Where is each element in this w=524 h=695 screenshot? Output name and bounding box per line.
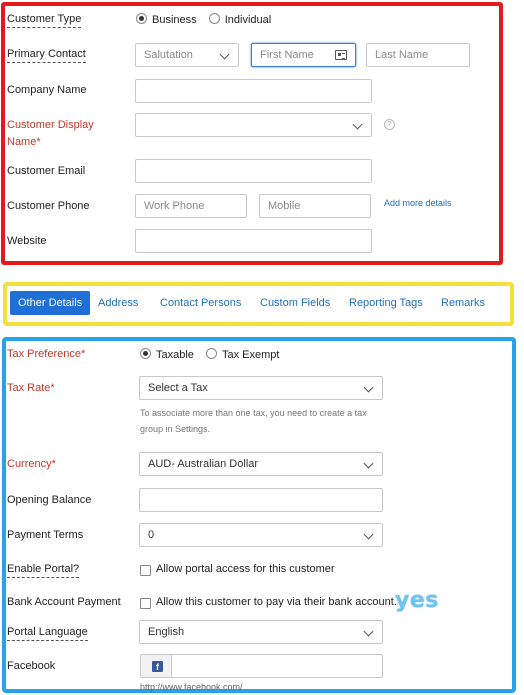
enable-portal-checkbox[interactable]: [140, 565, 151, 576]
chevron-down-icon: [364, 383, 374, 393]
tab-other-details[interactable]: Other Details: [10, 291, 90, 315]
tab-reporting-tags[interactable]: Reporting Tags: [349, 297, 423, 309]
customer-display-name-select[interactable]: [135, 113, 372, 137]
portal-language-select[interactable]: [139, 620, 383, 644]
enable-portal-option-label: Allow portal access for this customer: [156, 563, 335, 575]
payment-terms-value: 0: [148, 529, 155, 541]
website-label: Website: [7, 235, 47, 247]
radio-taxable[interactable]: Taxable: [140, 349, 194, 361]
tab-contact-persons[interactable]: Contact Persons: [160, 297, 242, 309]
payment-terms-label: Payment Terms: [7, 529, 84, 541]
customer-type-label: Customer Type: [7, 13, 81, 28]
radio-icon: [206, 348, 217, 359]
currency-select[interactable]: [139, 452, 383, 476]
tax-rate-help-text: To associate more than one tax, you need to create a tax group in Settings.: [140, 408, 367, 434]
tax-preference-label: Tax Preference*: [7, 348, 86, 360]
help-circle-icon[interactable]: ?: [384, 119, 395, 130]
tab-custom-fields[interactable]: Custom Fields: [260, 297, 331, 309]
first-name-placeholder: First Name: [260, 49, 314, 61]
radio-icon: [209, 13, 220, 24]
chevron-down-icon: [353, 120, 363, 130]
add-more-details-link[interactable]: Add more details: [384, 198, 452, 208]
bank-account-payment-checkbox[interactable]: [140, 598, 151, 609]
chevron-down-icon: [220, 50, 230, 60]
work-phone-input[interactable]: Work Phone: [135, 194, 247, 218]
bank-account-payment-option-label: Allow this customer to pay via their bank account.: [156, 596, 397, 608]
enable-portal-label: Enable Portal?: [7, 563, 79, 578]
tax-preference-radio-group: [140, 348, 288, 361]
portal-language-label: Portal Language: [7, 626, 88, 641]
tab-address[interactable]: Address: [98, 297, 139, 309]
customer-type-radio-group: [136, 13, 280, 26]
chevron-down-icon: [364, 459, 374, 469]
radio-business[interactable]: Business: [136, 14, 197, 26]
currency-value: AUD- Australian Dollar: [148, 458, 259, 470]
facebook-input[interactable]: [171, 654, 383, 678]
opening-balance-input[interactable]: [139, 488, 383, 512]
customer-display-name-label: Customer Display Name*: [7, 119, 94, 148]
bank-account-payment-label: Bank Account Payment: [7, 596, 121, 608]
contact-card-icon[interactable]: [335, 50, 347, 60]
last-name-placeholder: Last Name: [375, 49, 429, 61]
facebook-label: Facebook: [7, 660, 56, 672]
radio-icon: [136, 13, 147, 24]
payment-terms-select[interactable]: [139, 523, 383, 547]
facebook-addon: [140, 654, 172, 678]
mobile-input[interactable]: Mobile: [259, 194, 371, 218]
last-name-input[interactable]: [366, 43, 470, 67]
customer-phone-label: Customer Phone: [7, 200, 90, 212]
website-input[interactable]: [135, 229, 372, 253]
first-name-input[interactable]: [251, 43, 356, 67]
chevron-down-icon: [364, 530, 374, 540]
salutation-value: Salutation: [144, 49, 193, 61]
tax-rate-select[interactable]: [139, 376, 383, 400]
portal-language-value: English: [148, 626, 185, 638]
yes-annotation: yes: [395, 588, 439, 613]
primary-contact-label: Primary Contact: [7, 48, 86, 63]
customer-email-label: Customer Email: [7, 165, 86, 177]
opening-balance-label: Opening Balance: [7, 494, 92, 506]
company-name-label: Company Name: [7, 84, 87, 96]
radio-tax-exempt[interactable]: Tax Exempt: [206, 349, 279, 361]
radio-icon: [140, 348, 151, 359]
company-name-input[interactable]: [135, 79, 372, 103]
salutation-select[interactable]: [135, 43, 239, 67]
customer-email-input[interactable]: [135, 159, 372, 183]
radio-individual[interactable]: Individual: [209, 14, 271, 26]
currency-label: Currency*: [7, 458, 56, 470]
facebook-icon: f: [152, 661, 163, 672]
tax-rate-value: Select a Tax: [148, 382, 208, 394]
tab-remarks[interactable]: Remarks: [441, 297, 486, 309]
tax-rate-label: Tax Rate*: [7, 382, 55, 394]
facebook-url-hint: http://www.facebook.com/: [140, 682, 243, 692]
chevron-down-icon: [364, 627, 374, 637]
